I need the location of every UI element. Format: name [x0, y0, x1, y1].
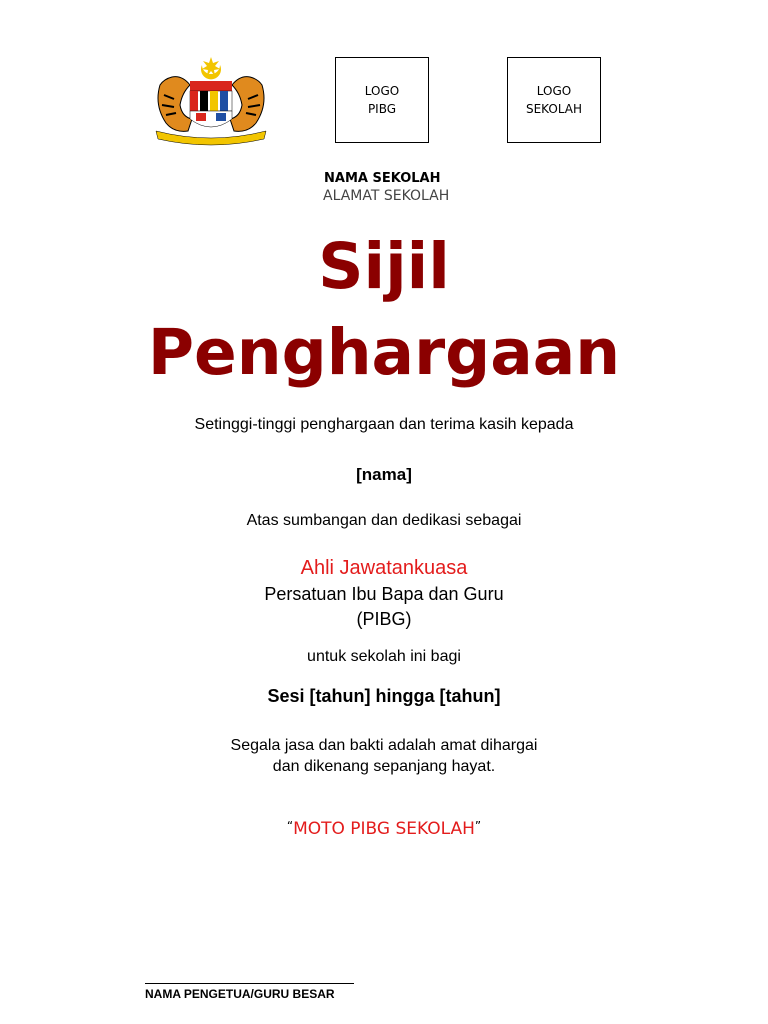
closing-line2: dan dikenang sepanjang hayat. — [272, 758, 496, 775]
closing-line1: Segala jasa dan bakti adalah amat dihargai — [230, 737, 538, 754]
recipient-name-placeholder: [nama] — [356, 465, 412, 484]
role-text: Ahli Jawatankuasa — [300, 557, 468, 579]
certificate-title-line2: Penghargaan — [147, 316, 621, 389]
school-name: NAMA SEKOLAH — [324, 171, 441, 186]
motto-open-quote: “ — [286, 819, 294, 833]
contribution-text: Atas sumbangan dan dedikasi sebagai — [246, 512, 522, 529]
logo-pibg-line1: LOGO — [364, 84, 400, 98]
school-for-text: untuk sekolah ini bagi — [307, 648, 461, 665]
coat-of-arms-logo — [150, 55, 272, 147]
school-address: ALAMAT SEKOLAH — [323, 188, 450, 204]
motto-close-quote: ” — [474, 819, 482, 833]
motto-text — [0, 819, 768, 839]
logo-sekolah-line1: LOGO — [536, 84, 572, 98]
signature-line — [145, 983, 354, 984]
signature-label: NAMA PENGETUA/GURU BESAR — [145, 987, 335, 1001]
organization-line2: (PIBG) — [356, 609, 412, 629]
logo-sekolah-placeholder — [507, 57, 601, 143]
session-text: Sesi [tahun] hingga [tahun] — [267, 686, 501, 706]
intro-text: Setinggi-tinggi penghargaan dan terima kasih kepada — [194, 416, 574, 433]
organization-line1: Persatuan Ibu Bapa dan Guru — [264, 584, 504, 604]
logo-pibg-placeholder — [335, 57, 429, 143]
logo-sekolah-line2: SEKOLAH — [525, 102, 583, 116]
certificate-title-line1: Sijil — [318, 230, 450, 303]
motto-value: MOTO PIBG SEKOLAH — [293, 819, 475, 839]
logo-pibg-line2: PIBG — [367, 102, 397, 116]
